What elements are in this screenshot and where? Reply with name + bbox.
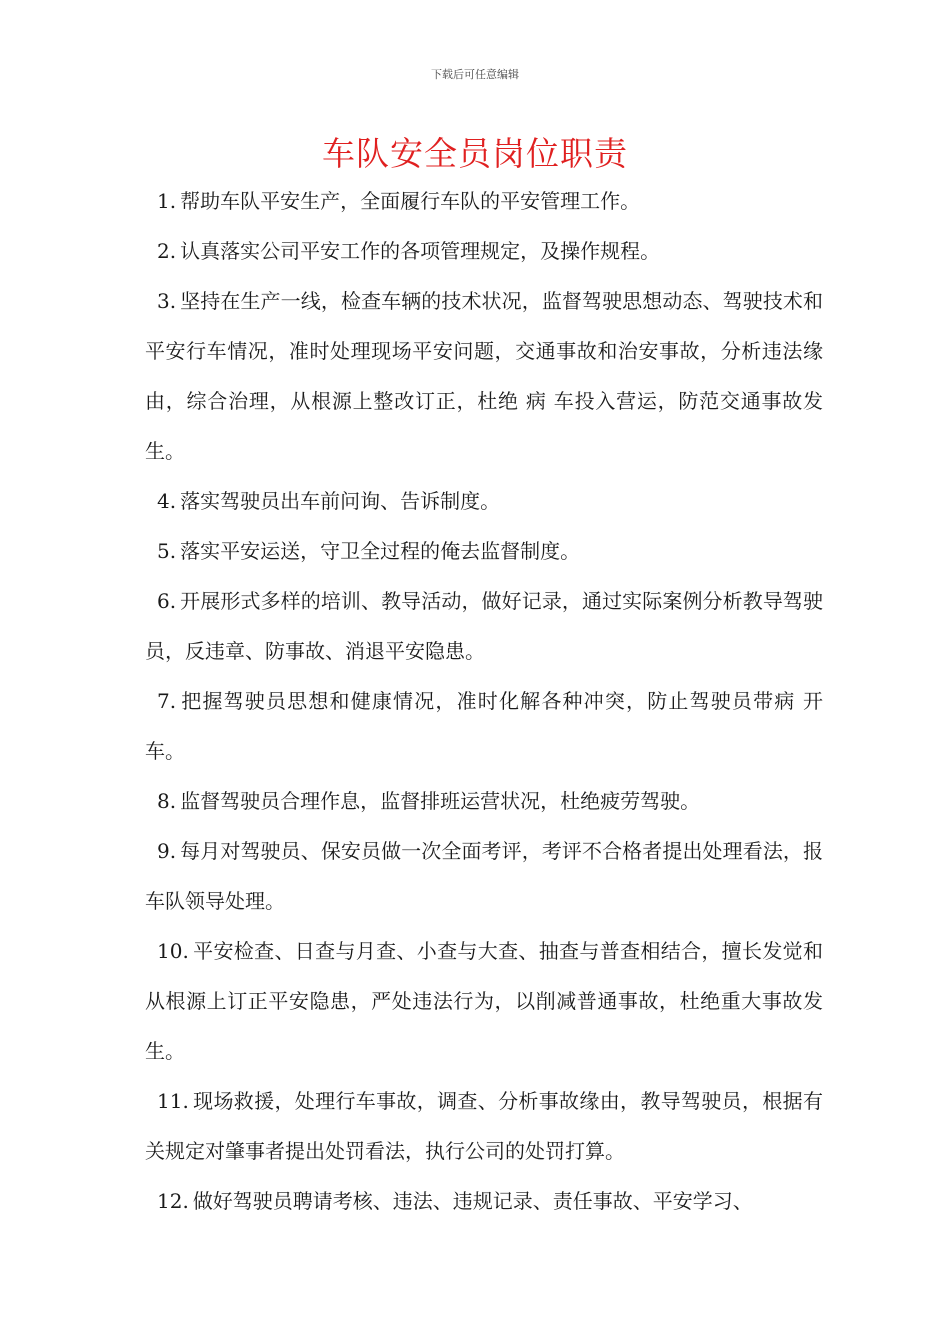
item-number: 10. <box>157 939 189 963</box>
item-number: 11. <box>157 1089 189 1113</box>
item-text: 帮助车队平安生产，全面履行车队的平安管理工作。 <box>180 189 641 213</box>
item-number: 4. <box>157 489 177 513</box>
page-title: 车队安全员岗位职责 <box>322 134 628 173</box>
item-number: 3. <box>157 289 177 313</box>
list-item <box>145 476 823 526</box>
item-number: 6. <box>157 589 177 613</box>
item-number: 5. <box>157 539 177 563</box>
duty-list <box>145 176 823 1226</box>
list-item <box>145 176 823 226</box>
list-item <box>145 276 823 476</box>
list-item <box>145 1176 823 1226</box>
item-text: 把握驾驶员思想和健康情况，准时化解各种冲突，防止驾驶员带病 开车。 <box>145 689 823 763</box>
item-text: 认真落实公司平安工作的各项管理规定，及操作规程。 <box>180 239 661 263</box>
list-item <box>145 226 823 276</box>
item-number: 7. <box>157 689 177 713</box>
item-number: 1. <box>157 189 177 213</box>
item-number: 12. <box>157 1189 189 1213</box>
item-text: 开展形式多样的培训、教导活动，做好记录，通过实际案例分析教导驾驶员，反违章、防事故、消退平安隐患。 <box>145 589 823 663</box>
item-number: 9. <box>157 839 177 863</box>
item-text: 做好驾驶员聘请考核、违法、违规记录、责任事故、平安学习、 <box>192 1189 753 1213</box>
list-item <box>145 576 823 676</box>
list-item <box>145 826 823 926</box>
list-item <box>145 776 823 826</box>
list-item <box>145 526 823 576</box>
list-item <box>145 676 823 776</box>
item-text: 坚持在生产一线，检查车辆的技术状况，监督驾驶思想动态、驾驶技术和平安行车情况，准时处理现场平安问题，交通事故和治安事故，分析违法缘由，综合治理，从根源上整改订正，杜绝 病 车投入营运，防范交通事故发生。 <box>145 289 823 463</box>
item-number: 8. <box>157 789 177 813</box>
item-text: 现场救援，处理行车事故，调查、分析事故缘由，教导驾驶员，根据有关规定对肇事者提出处罚看法，执行公司的处罚打算。 <box>145 1089 823 1163</box>
item-text: 落实平安运送，守卫全过程的俺去监督制度。 <box>180 539 581 563</box>
header-note: 下载后可任意编辑 <box>431 68 519 81</box>
list-item <box>145 1076 823 1176</box>
item-text: 监督驾驶员合理作息，监督排班运营状况，杜绝疲劳驾驶。 <box>180 789 701 813</box>
item-text: 平安检查、日查与月查、小查与大查、抽查与普查相结合，擅长发觉和从根源上订正平安隐患，严处违法行为，以削减普通事故，杜绝重大事故发生。 <box>145 939 823 1063</box>
item-text: 落实驾驶员出车前问询、告诉制度。 <box>180 489 501 513</box>
item-text: 每月对驾驶员、保安员做一次全面考评，考评不合格者提出处理看法，报车队领导处理。 <box>145 839 823 913</box>
item-number: 2. <box>157 239 177 263</box>
list-item <box>145 926 823 1076</box>
